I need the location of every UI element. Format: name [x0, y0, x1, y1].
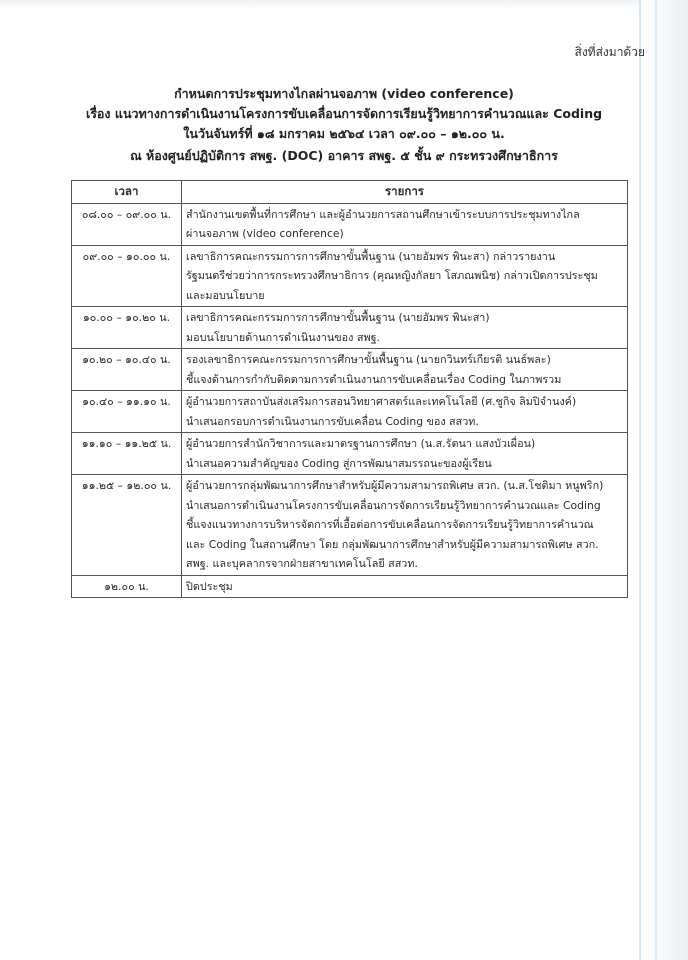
agenda-time: ๑๐.๒๐ – ๑๐.๔๐ น. [72, 349, 182, 391]
agenda-time: ๑๒.๐๐ น. [72, 575, 182, 598]
page-edge-shadow [640, 0, 688, 960]
agenda-detail [182, 433, 628, 475]
agenda-row [72, 245, 628, 307]
agenda-row [72, 391, 628, 433]
agenda-detail-line: นำเสนอความสำคัญของ Coding สู่การพัฒนาสมรรถนะของผู้เรียน [186, 456, 492, 470]
time-column-header: เวลา [72, 181, 182, 204]
agenda-detail [182, 245, 628, 307]
agenda-row [72, 349, 628, 391]
agenda-detail-line: และมอบนโยบาย [186, 288, 265, 302]
agenda-detail-line: สพฐ. และบุคลากรจากฝ่ายสาขาเทคโนโลยี สสวท. [186, 557, 418, 570]
agenda-detail [182, 391, 628, 433]
agenda-detail-line: ผู้อำนวยการกลุ่มพัฒนาการศึกษาสำหรับผู้มีความสามารถพิเศษ สวก. (น.ส.โชติมา หนูพริก) [186, 479, 604, 492]
agenda-row [72, 575, 628, 598]
meeting-venue: ณ ห้องศูนย์ปฏิบัติการ สพฐ. (DOC) อาคาร สพฐ. ๕ ชั้น ๙ กระทรวงศึกษาธิการ [130, 148, 558, 163]
attachment-note: สิ่งที่ส่งมาด้วย [574, 45, 645, 59]
page-top-shadow [0, 0, 688, 10]
agenda-detail-line: รองเลขาธิการคณะกรรมการการศึกษาขั้นพื้นฐาน (นายกวินทร์เกียรติ นนธ์พละ) [186, 353, 551, 366]
agenda-detail [182, 349, 628, 391]
agenda-detail [182, 307, 628, 349]
agenda-detail-line: ผ่านจอภาพ (video conference) [186, 227, 344, 240]
agenda-detail-line: ชี้แจงแนวทางการบริหารจัดการที่เอื้อต่อการขับเคลื่อนการจัดการเรียนรู้วิทยาการคำนวณ [186, 518, 594, 531]
agenda-detail-line: นำเสนอกรอบการดำเนินงานการขับเคลื่อน Coding ของ สสวท. [186, 414, 479, 428]
agenda-row [72, 307, 628, 349]
agenda-row [72, 475, 628, 576]
document-title: กำหนดการประชุมทางไกลผ่านจอภาพ (video conference) [174, 86, 514, 101]
agenda-detail-line: เลขาธิการคณะกรรมการการศึกษาขั้นพื้นฐาน (นายอัมพร พินะสา) กล่าวรายงาน [186, 249, 556, 263]
agenda-row [72, 433, 628, 475]
agenda-detail-line: เลขาธิการคณะกรรมการการศึกษาขั้นพื้นฐาน (นายอัมพร พินะสา) [186, 311, 490, 324]
agenda-detail-line: ปิดประชุม [186, 579, 233, 593]
agenda-time: ๐๘.๐๐ – ๐๙.๐๐ น. [72, 203, 182, 245]
agenda-detail-line: รัฐมนตรีช่วยว่าการกระทรวงศึกษาธิการ (คุณหญิงกัลยา โสภณพนิช) กล่าวเปิดการประชุม [186, 269, 598, 282]
agenda-detail-line: ชี้แจงด้านการกำกับติดตามการดำเนินงานการขับเคลื่อนเรื่อง Coding ในภาพรวม [186, 372, 562, 386]
agenda-time: ๑๐.๔๐ – ๑๑.๑๐ น. [72, 391, 182, 433]
agenda-detail [182, 575, 628, 598]
page-edge-line [639, 0, 641, 960]
agenda-detail-line: ผู้อำนวยการสถาบันส่งเสริมการสอนวิทยาศาสตร์และเทคโนโลยี (ศ.ชูกิจ ลิมปิจำนงค์) [186, 395, 577, 408]
agenda-detail [182, 203, 628, 245]
page-edge-line [655, 0, 657, 960]
agenda-time: ๑๐.๐๐ – ๑๐.๒๐ น. [72, 307, 182, 349]
agenda-detail-line: มอบนโยบายด้านการดำเนินงานของ สพฐ. [186, 330, 380, 344]
document-subject: เรื่อง แนวทางการดำเนินงานโครงการขับเคลื่อนการจัดการเรียนรู้วิทยาการคำนวณและ Coding [85, 106, 603, 121]
agenda-detail [182, 475, 628, 576]
agenda-detail-line: และ Coding ในสถานศึกษา โดย กลุ่มพัฒนาการศึกษาสำหรับผู้มีความสามารถพิเศษ สวก. [186, 537, 599, 551]
agenda-detail-line: ผู้อำนวยการสำนักวิชาการและมาตรฐานการศึกษา (น.ส.รัตนา แสงบัวเผื่อน) [186, 437, 536, 450]
agenda-body [72, 203, 628, 598]
agenda-header-row [72, 181, 628, 204]
agenda-time: ๑๑.๒๕ – ๑๒.๐๐ น. [72, 475, 182, 576]
detail-column-header: รายการ [182, 181, 628, 204]
agenda-row [72, 203, 628, 245]
agenda-detail-line: นำเสนอการดำเนินงานโครงการขับเคลื่อนการจัดการเรียนรู้วิทยาการคำนวณและ Coding [186, 498, 601, 512]
agenda-table [71, 180, 628, 598]
meeting-date: ในวันจันทร์ที่ ๑๘ มกราคม ๒๕๖๔ เวลา ๐๙.๐๐ – ๑๒.๐๐ น. [183, 126, 505, 141]
agenda-time: ๐๙.๐๐ – ๑๐.๐๐ น. [72, 245, 182, 307]
agenda-detail-line: สำนักงานเขตพื้นที่การศึกษา และผู้อำนวยการสถานศึกษาเข้าระบบการประชุมทางไกล [186, 207, 580, 221]
agenda-time: ๑๑.๑๐ – ๑๑.๒๕ น. [72, 433, 182, 475]
